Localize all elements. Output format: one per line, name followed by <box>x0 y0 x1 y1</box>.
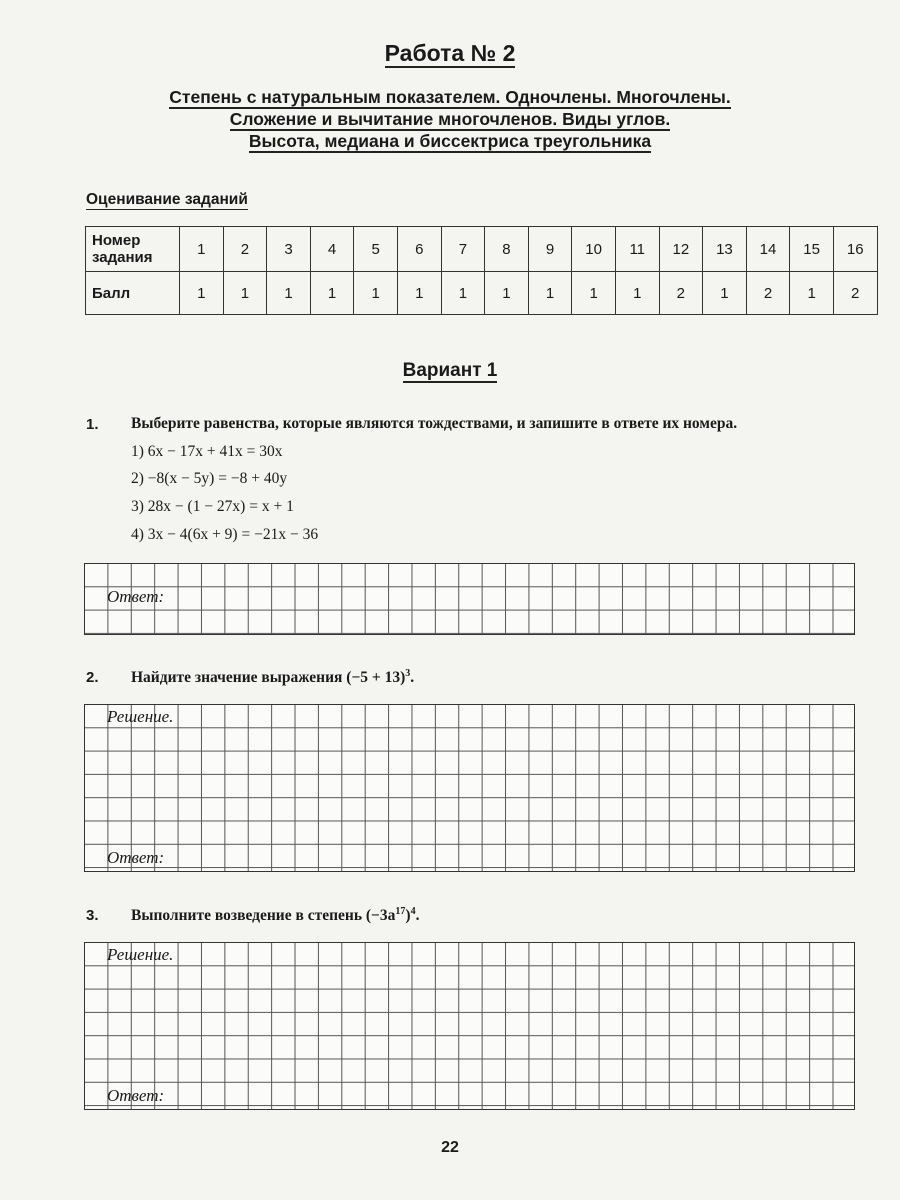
task-number-cell: 9 <box>528 227 572 272</box>
task-number-cell: 13 <box>703 227 747 272</box>
task-number-cell: 12 <box>659 227 703 272</box>
score-cell: 1 <box>485 272 529 315</box>
score-cell: 1 <box>572 272 616 315</box>
score-cell: 1 <box>354 272 398 315</box>
task-number-cell: 2 <box>223 227 267 272</box>
task-3-number: 3. <box>86 907 99 924</box>
score-cell: 1 <box>310 272 354 315</box>
variant-heading: Вариант 1 <box>402 360 498 381</box>
score-cell: 1 <box>703 272 747 315</box>
score-row <box>86 272 878 315</box>
task-3-text: Выполните возведение в степень $(-3a^{17})^4$. <box>131 906 420 925</box>
task-1-answer-grid[interactable] <box>84 563 855 635</box>
task-number-header: Номер задания <box>86 227 180 272</box>
work-subtitle-line-3: Высота, медиана и биссектриса треугольника <box>248 131 652 151</box>
task-number-cell: 15 <box>790 227 834 272</box>
score-cell: 1 <box>528 272 572 315</box>
task-number-cell: 3 <box>267 227 311 272</box>
task-number-cell: 11 <box>615 227 659 272</box>
solution-label: Решение. <box>107 707 174 726</box>
task-1-option-4: 4) 3x − 4(6x + 9) = −21x − 36 <box>131 526 319 543</box>
grading-table <box>85 226 878 315</box>
task-number-cell: 7 <box>441 227 485 272</box>
task-number-cell: 14 <box>746 227 790 272</box>
task-1-text: Выберите равенства, которые являются тождествами, и запишите в ответе их номера. <box>131 415 738 432</box>
solution-label: Решение. <box>107 945 174 964</box>
task-number-cell: 5 <box>354 227 398 272</box>
score-cell: 1 <box>267 272 311 315</box>
task-number-cell: 8 <box>485 227 529 272</box>
work-subtitle-line-2: Сложение и вычитание многочленов. Виды углов. <box>229 109 671 129</box>
work-subtitle-line-1: Степень с натуральным показателем. Одночлены. Многочлены. <box>169 87 731 107</box>
task-2-solution-grid[interactable] <box>84 704 855 872</box>
work-title: Работа № 2 <box>384 40 516 66</box>
grading-label: Оценивание заданий <box>86 191 248 208</box>
score-cell: 1 <box>790 272 834 315</box>
answer-label: Ответ: <box>107 1086 165 1105</box>
answer-label: Ответ: <box>107 587 165 606</box>
score-cell: 2 <box>659 272 703 315</box>
score-cell: 2 <box>833 272 877 315</box>
score-cell: 2 <box>746 272 790 315</box>
task-number-cell: 16 <box>833 227 877 272</box>
score-cell: 1 <box>397 272 441 315</box>
score-cell: 1 <box>615 272 659 315</box>
task-2-number: 2. <box>86 669 99 686</box>
task-number-row <box>86 227 878 272</box>
task-3-solution-grid[interactable] <box>84 942 855 1110</box>
task-1-option-3: 3) 28x − (1 − 27x) = x + 1 <box>131 498 294 515</box>
page-number: 22 <box>441 1139 459 1156</box>
task-1-option-2: 2) −8(x − 5y) = −8 + 40y <box>131 470 288 487</box>
task-1-option-1: 1) 6x − 17x + 41x = 30x <box>131 443 283 460</box>
answer-label: Ответ: <box>107 848 165 867</box>
task-number-cell: 1 <box>180 227 224 272</box>
task-2-text: Найдите значение выражения $(-5 + 13)^3$. <box>131 668 415 687</box>
score-cell: 1 <box>223 272 267 315</box>
score-cell: 1 <box>441 272 485 315</box>
task-number-cell: 6 <box>397 227 441 272</box>
score-header: Балл <box>86 272 180 315</box>
task-number-cell: 10 <box>572 227 616 272</box>
task-1-number: 1. <box>86 416 99 433</box>
score-cell: 1 <box>180 272 224 315</box>
task-number-cell: 4 <box>310 227 354 272</box>
